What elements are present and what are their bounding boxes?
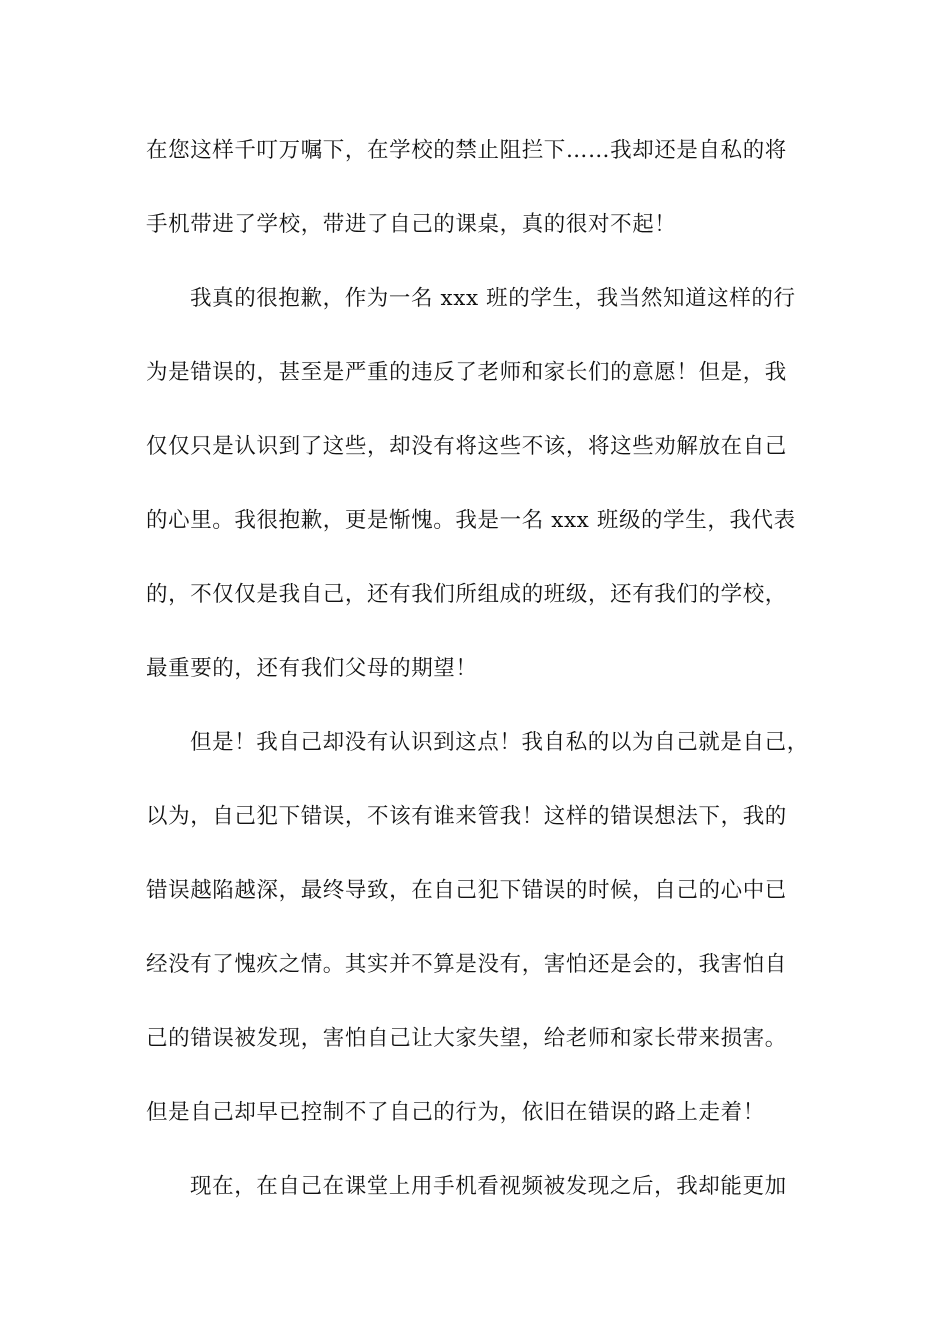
text-line: 但是自己却早已控制不了自己的行为，依旧在错误的路上走着！	[146, 1100, 765, 1125]
text-line: 己的错误被发现，害怕自己让大家失望，给老师和家长带来损害。	[146, 1026, 787, 1051]
text-line: 手机带进了学校，带进了自己的课桌，真的很对不起！	[146, 212, 677, 237]
text-line: 最重要的，还有我们父母的期望！	[146, 656, 478, 681]
text-line: 经没有了愧疚之情。其实并不算是没有，害怕还是会的，我害怕自	[146, 952, 787, 977]
text-line: 的心里。我很抱歉，更是惭愧。我是一名 xxx 班级的学生，我代表	[146, 508, 796, 533]
text-line: 的，不仅仅是我自己，还有我们所组成的班级，还有我们的学校，	[146, 582, 787, 607]
paragraph-start-line: 现在，在自己在课堂上用手机看视频被发现之后，我却能更加	[190, 1174, 787, 1199]
paragraph-start-line: 但是！我自己却没有认识到这点！我自私的以为自己就是自己，	[190, 730, 809, 755]
text-line: 仅仅只是认识到了这些，却没有将这些不该，将这些劝解放在自己	[146, 434, 787, 459]
text-line: 在您这样千叮万嘱下，在学校的禁止阻拦下……我却还是自私的将	[146, 138, 787, 163]
text-line: 错误越陷越深，最终导致，在自己犯下错误的时候，自己的心中已	[146, 878, 787, 903]
text-line: 为是错误的，甚至是严重的违反了老师和家长们的意愿！但是，我	[146, 360, 787, 385]
paragraph-start-line: 我真的很抱歉，作为一名 xxx 班的学生，我当然知道这样的行	[190, 286, 796, 311]
text-line: 以为，自己犯下错误，不该有谁来管我！这样的错误想法下，我的	[146, 804, 787, 829]
